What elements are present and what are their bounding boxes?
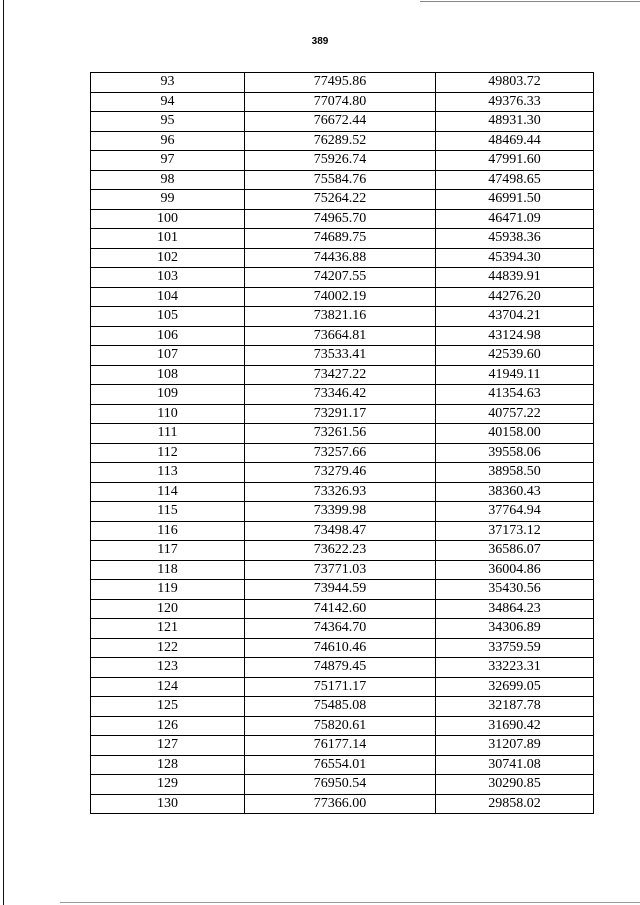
row-index-cell: 118 — [91, 560, 245, 580]
row-index-cell: 126 — [91, 716, 245, 736]
row-index-cell: 114 — [91, 482, 245, 502]
value-a-cell: 74689.75 — [245, 229, 436, 249]
value-a-cell: 77495.86 — [245, 73, 436, 93]
scan-edge-bottom — [60, 902, 640, 903]
value-a-cell: 74610.46 — [245, 638, 436, 658]
page-number: 389 — [311, 36, 329, 47]
table-row — [91, 794, 594, 814]
table-row — [91, 404, 594, 424]
row-index-cell: 104 — [91, 287, 245, 307]
value-a-cell: 73326.93 — [245, 482, 436, 502]
value-a-cell: 74364.70 — [245, 619, 436, 639]
value-a-cell: 74879.45 — [245, 658, 436, 678]
row-index-cell: 127 — [91, 736, 245, 756]
table-row — [91, 482, 594, 502]
value-b-cell: 33759.59 — [436, 638, 594, 658]
value-a-cell: 73771.03 — [245, 560, 436, 580]
table-row — [91, 775, 594, 795]
table-row — [91, 677, 594, 697]
value-a-cell: 73261.56 — [245, 424, 436, 444]
value-b-cell: 29858.02 — [436, 794, 594, 814]
value-b-cell: 31207.89 — [436, 736, 594, 756]
table-row — [91, 463, 594, 483]
table-row — [91, 209, 594, 229]
value-a-cell: 75926.74 — [245, 151, 436, 171]
row-index-cell: 99 — [91, 190, 245, 210]
table-row — [91, 502, 594, 522]
value-b-cell: 36004.86 — [436, 560, 594, 580]
table-row — [91, 287, 594, 307]
row-index-cell: 125 — [91, 697, 245, 717]
table-row — [91, 131, 594, 151]
row-index-cell: 96 — [91, 131, 245, 151]
table-row — [91, 151, 594, 171]
value-a-cell: 75264.22 — [245, 190, 436, 210]
row-index-cell: 107 — [91, 346, 245, 366]
row-index-cell: 130 — [91, 794, 245, 814]
value-a-cell: 73257.66 — [245, 443, 436, 463]
value-b-cell: 32699.05 — [436, 677, 594, 697]
row-index-cell: 117 — [91, 541, 245, 561]
value-a-cell: 73944.59 — [245, 580, 436, 600]
table-row — [91, 424, 594, 444]
value-a-cell: 76672.44 — [245, 112, 436, 132]
value-b-cell: 34306.89 — [436, 619, 594, 639]
value-b-cell: 30290.85 — [436, 775, 594, 795]
value-a-cell: 74207.55 — [245, 268, 436, 288]
value-b-cell: 47498.65 — [436, 170, 594, 190]
row-index-cell: 129 — [91, 775, 245, 795]
value-a-cell: 77366.00 — [245, 794, 436, 814]
table-row — [91, 268, 594, 288]
value-a-cell: 74142.60 — [245, 599, 436, 619]
value-b-cell: 37764.94 — [436, 502, 594, 522]
row-index-cell: 101 — [91, 229, 245, 249]
table-row — [91, 755, 594, 775]
row-index-cell: 105 — [91, 307, 245, 327]
row-index-cell: 108 — [91, 365, 245, 385]
scan-edge-left — [3, 0, 4, 905]
value-b-cell: 43124.98 — [436, 326, 594, 346]
row-index-cell: 100 — [91, 209, 245, 229]
value-a-cell: 73498.47 — [245, 521, 436, 541]
table-row — [91, 365, 594, 385]
value-a-cell: 76554.01 — [245, 755, 436, 775]
scan-edge-top — [420, 1, 640, 2]
table-row — [91, 443, 594, 463]
row-index-cell: 116 — [91, 521, 245, 541]
table-row — [91, 73, 594, 93]
value-b-cell: 34864.23 — [436, 599, 594, 619]
table-row — [91, 599, 594, 619]
value-b-cell: 45394.30 — [436, 248, 594, 268]
value-b-cell: 45938.36 — [436, 229, 594, 249]
value-a-cell: 76289.52 — [245, 131, 436, 151]
value-b-cell: 38958.50 — [436, 463, 594, 483]
value-a-cell: 76950.54 — [245, 775, 436, 795]
value-b-cell: 48469.44 — [436, 131, 594, 151]
table-row — [91, 697, 594, 717]
value-b-cell: 40757.22 — [436, 404, 594, 424]
value-a-cell: 73664.81 — [245, 326, 436, 346]
value-a-cell: 73279.46 — [245, 463, 436, 483]
table-row — [91, 638, 594, 658]
row-index-cell: 97 — [91, 151, 245, 171]
value-a-cell: 73291.17 — [245, 404, 436, 424]
value-b-cell: 42539.60 — [436, 346, 594, 366]
value-b-cell: 46471.09 — [436, 209, 594, 229]
table-row — [91, 229, 594, 249]
value-a-cell: 74436.88 — [245, 248, 436, 268]
value-a-cell: 73346.42 — [245, 385, 436, 405]
table-row — [91, 190, 594, 210]
value-a-cell: 74965.70 — [245, 209, 436, 229]
row-index-cell: 94 — [91, 92, 245, 112]
value-b-cell: 49803.72 — [436, 73, 594, 93]
value-b-cell: 44839.91 — [436, 268, 594, 288]
row-index-cell: 122 — [91, 638, 245, 658]
table-row — [91, 92, 594, 112]
row-index-cell: 103 — [91, 268, 245, 288]
row-index-cell: 121 — [91, 619, 245, 639]
row-index-cell: 119 — [91, 580, 245, 600]
value-a-cell: 75171.17 — [245, 677, 436, 697]
table-row — [91, 385, 594, 405]
row-index-cell: 120 — [91, 599, 245, 619]
value-b-cell: 39558.06 — [436, 443, 594, 463]
table-row — [91, 307, 594, 327]
row-index-cell: 95 — [91, 112, 245, 132]
table-row — [91, 521, 594, 541]
value-b-cell: 37173.12 — [436, 521, 594, 541]
value-b-cell: 31690.42 — [436, 716, 594, 736]
table-row — [91, 170, 594, 190]
value-b-cell: 32187.78 — [436, 697, 594, 717]
value-b-cell: 49376.33 — [436, 92, 594, 112]
table-row — [91, 560, 594, 580]
row-index-cell: 112 — [91, 443, 245, 463]
table-row — [91, 346, 594, 366]
value-b-cell: 40158.00 — [436, 424, 594, 444]
value-b-cell: 47991.60 — [436, 151, 594, 171]
value-a-cell: 73533.41 — [245, 346, 436, 366]
value-b-cell: 36586.07 — [436, 541, 594, 561]
row-index-cell: 98 — [91, 170, 245, 190]
value-a-cell: 75820.61 — [245, 716, 436, 736]
value-b-cell: 38360.43 — [436, 482, 594, 502]
table-row — [91, 716, 594, 736]
value-b-cell: 30741.08 — [436, 755, 594, 775]
value-b-cell: 43704.21 — [436, 307, 594, 327]
value-a-cell: 74002.19 — [245, 287, 436, 307]
table-row — [91, 326, 594, 346]
row-index-cell: 124 — [91, 677, 245, 697]
row-index-cell: 109 — [91, 385, 245, 405]
table-row — [91, 541, 594, 561]
row-index-cell: 123 — [91, 658, 245, 678]
table-row — [91, 248, 594, 268]
row-index-cell: 110 — [91, 404, 245, 424]
value-b-cell: 48931.30 — [436, 112, 594, 132]
table-row — [91, 658, 594, 678]
row-index-cell: 93 — [91, 73, 245, 93]
row-index-cell: 106 — [91, 326, 245, 346]
value-b-cell: 35430.56 — [436, 580, 594, 600]
value-a-cell: 73821.16 — [245, 307, 436, 327]
row-index-cell: 128 — [91, 755, 245, 775]
value-a-cell: 73427.22 — [245, 365, 436, 385]
value-b-cell: 33223.31 — [436, 658, 594, 678]
row-index-cell: 113 — [91, 463, 245, 483]
value-b-cell: 41354.63 — [436, 385, 594, 405]
table-row — [91, 619, 594, 639]
table-row — [91, 736, 594, 756]
table-row — [91, 112, 594, 132]
row-index-cell: 102 — [91, 248, 245, 268]
value-a-cell: 73399.98 — [245, 502, 436, 522]
table-body — [91, 73, 594, 814]
value-a-cell: 73622.23 — [245, 541, 436, 561]
row-index-cell: 115 — [91, 502, 245, 522]
value-b-cell: 44276.20 — [436, 287, 594, 307]
value-a-cell: 75584.76 — [245, 170, 436, 190]
value-a-cell: 76177.14 — [245, 736, 436, 756]
value-a-cell: 75485.08 — [245, 697, 436, 717]
table-row — [91, 580, 594, 600]
value-a-cell: 77074.80 — [245, 92, 436, 112]
value-b-cell: 46991.50 — [436, 190, 594, 210]
row-index-cell: 111 — [91, 424, 245, 444]
data-table — [90, 72, 594, 814]
value-b-cell: 41949.11 — [436, 365, 594, 385]
